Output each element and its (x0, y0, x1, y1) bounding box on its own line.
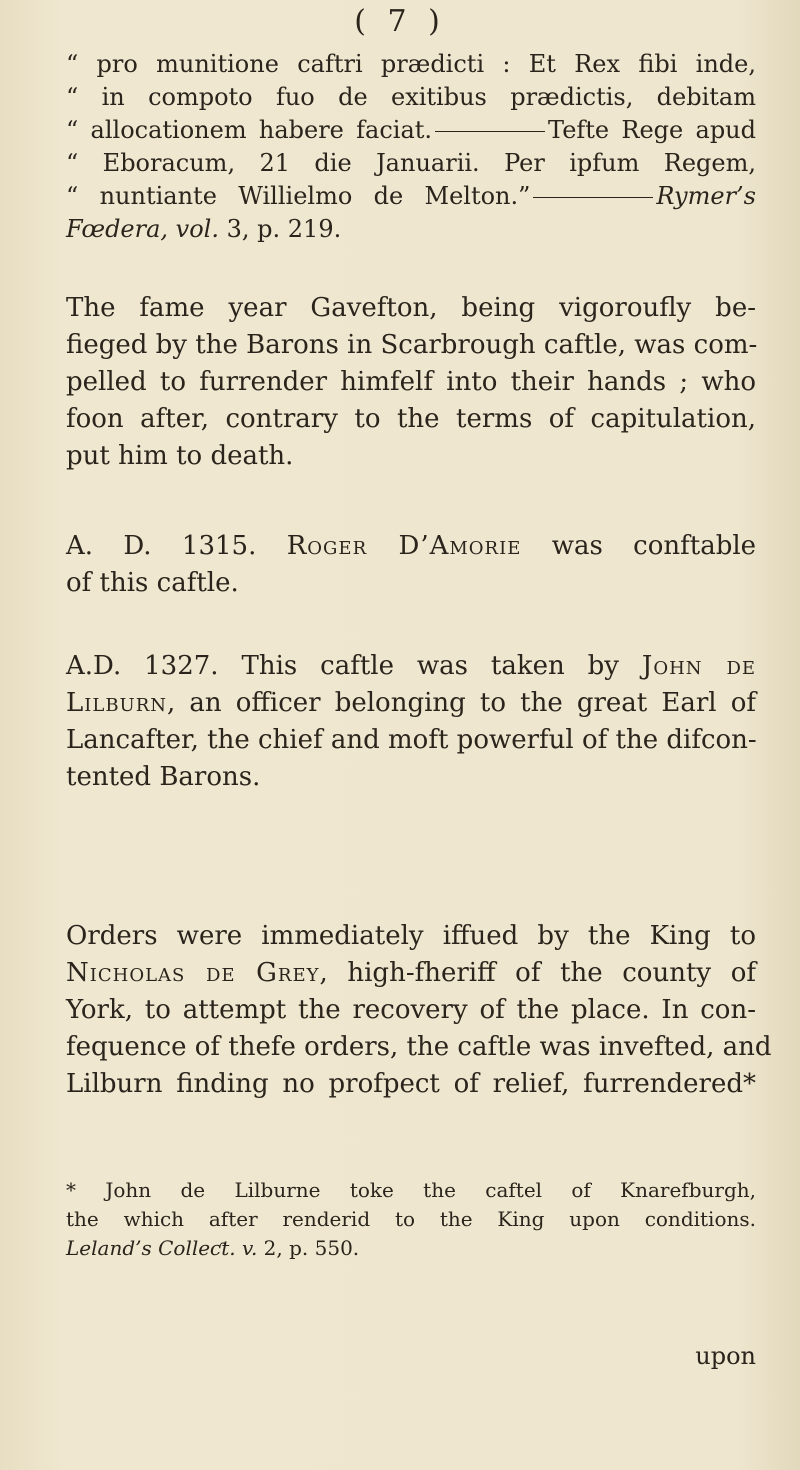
dash-rule (533, 197, 653, 198)
text-line (66, 528, 756, 565)
text-line: of this caftle. (66, 568, 239, 598)
text-fragment: A.D. 1327. This caftle was taken by (66, 651, 619, 681)
footnote-line: * John de Lilburne toke the caftel of Knarefburgh, (66, 1178, 756, 1202)
quote-line (66, 114, 756, 147)
text-line: Lilburn finding no profpect of relief, furrendered* (66, 1069, 756, 1099)
text-line (66, 955, 756, 992)
citation-work: Fœdera, vol. (66, 215, 219, 243)
text-line: Lancafter, the chief and moft powerful of the difcon- (66, 725, 757, 755)
person-name: Lilburn (66, 688, 168, 718)
quote-line-start: “ allocationem habere faciat. (66, 116, 433, 144)
text-fragment: , an officer belonging to the great Earl of (167, 688, 756, 718)
page-number: ( 7 ) (354, 4, 446, 39)
text-fragment: was conftable (551, 531, 757, 561)
text-fragment: , high-fheriff of the county of (319, 958, 756, 988)
paragraph-1315 (66, 528, 756, 602)
quote-line-start: “ nuntiante Willielmo de Melton.” (66, 182, 531, 210)
year: A. D. 1315. (66, 531, 257, 561)
quote-line: “ Eboracum, 21 die Januarii. Per ipfum Regem, (66, 149, 756, 177)
text-line: foon after, contrary to the terms of capitulation, (66, 404, 756, 434)
text-line: The fame year Gavefton, being vigoroufly be- (66, 293, 756, 323)
text-line (66, 685, 756, 722)
dash-rule (435, 131, 545, 132)
person-name: Roger D’Amorie (286, 531, 522, 561)
text-line: tented Barons. (66, 762, 261, 792)
citation-line (66, 213, 756, 246)
quote-line (66, 180, 756, 213)
footnote-ref: 2, p. 550. (263, 1236, 360, 1260)
paragraph-1327 (66, 648, 756, 796)
text-line: Orders were immediately iffued by the King to (66, 921, 756, 951)
footnote-source: Leland’s Colleƈt. v. (66, 1236, 258, 1260)
text-line (66, 648, 756, 685)
paragraph-orders (66, 918, 772, 1103)
text-line: fieged by the Barons in Scarbrough caftle, was com- (66, 330, 758, 360)
quote-line-end: Tefte Rege apud (548, 116, 757, 144)
footnote (66, 1176, 756, 1263)
footnote-line: the which after renderid to the King upon conditions. (66, 1207, 756, 1231)
catchword: upon (695, 1342, 756, 1370)
quote-line: “ in compoto fuo de exitibus prædictis, debitam (66, 83, 756, 111)
text-line: fequence of thefe orders, the caftle was invefted, and (66, 1032, 772, 1062)
text-line: put him to death. (66, 441, 294, 471)
citation-author: Rymer’s (656, 182, 756, 210)
citation-ref: 3, p. 219. (226, 215, 342, 243)
latin-quotation (66, 48, 756, 246)
person-name: John de (641, 651, 757, 681)
paragraph-gavestone (66, 290, 756, 475)
quote-line: “ pro munitione caftri prædicti : Et Rex fibi inde, (66, 50, 756, 78)
person-name: Nicholas de Grey (66, 958, 320, 988)
text-line: York, to attempt the recovery of the place. In con- (66, 995, 756, 1025)
text-line: pelled to furrender himfelf into their hands ; who (66, 367, 756, 397)
footnote-line (66, 1234, 756, 1263)
